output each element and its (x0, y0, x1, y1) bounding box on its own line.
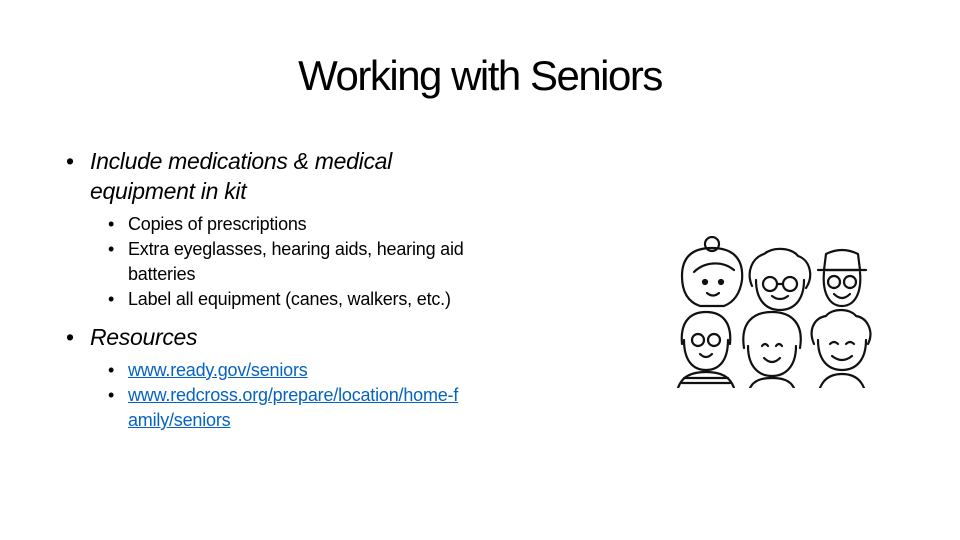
bullet-symbol: • (108, 360, 115, 380)
bullet-symbol: • (108, 385, 115, 405)
sub-bullet-redcross (100, 383, 466, 433)
sub-bullet-eyeglasses (100, 237, 466, 287)
sub-bullet-text: Label all equipment (canes, walkers, etc.) (128, 289, 451, 309)
sub-bullet-prescriptions (100, 212, 466, 237)
bullet-resources-text: Resources (90, 324, 198, 350)
sub-bullet-text: Extra eyeglasses, hearing aids, hearing aid batteries (128, 239, 464, 284)
sub-bullet-label-equipment (100, 287, 466, 312)
bullet-symbol: • (66, 148, 74, 174)
bullet-medications-text: Include medications & medical equipment in kit (90, 148, 392, 204)
bullet-symbol: • (108, 214, 115, 234)
bullet-medications (66, 146, 466, 206)
link-ready-gov[interactable]: www.ready.gov/seniors (128, 360, 308, 380)
seniors-group-icon (674, 236, 890, 388)
bullet-resources (66, 322, 466, 352)
bullet-symbol: • (108, 289, 115, 309)
bullet-symbol: • (66, 324, 74, 350)
link-redcross[interactable]: www.redcross.org/prepare/location/home-family/seniors (128, 385, 459, 430)
slide-title: Working with Seniors (298, 52, 662, 99)
slide-content (66, 146, 466, 433)
sub-bullet-ready-gov (100, 358, 466, 383)
bullet-symbol: • (108, 239, 115, 259)
sub-bullet-text: Copies of prescriptions (128, 214, 307, 234)
